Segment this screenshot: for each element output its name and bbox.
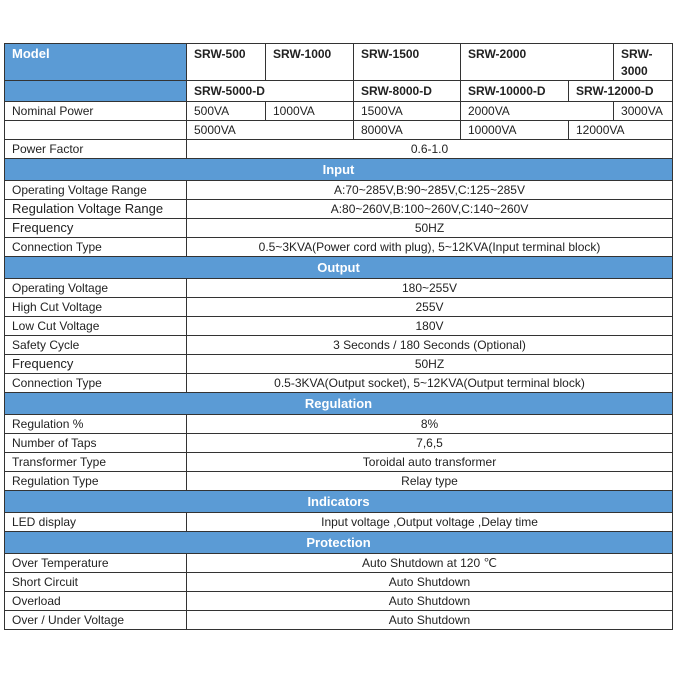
row-label: Operating Voltage [5, 279, 187, 298]
row-value: Input voltage ,Output voltage ,Delay time [187, 513, 673, 532]
power-cell: 1500VA [354, 102, 461, 121]
model-cell: SRW-2000 [461, 44, 614, 81]
power-cell: 2000VA [461, 102, 614, 121]
row-value: A:70~285V,B:90~285V,C:125~285V [187, 181, 673, 200]
row-label: Nominal Power [5, 102, 187, 121]
row-value: 180~255V [187, 279, 673, 298]
spec-row [5, 611, 673, 630]
row-label: Short Circuit [5, 573, 187, 592]
row-value: 180V [187, 317, 673, 336]
row-value: Auto Shutdown at 120 ℃ [187, 554, 673, 573]
model-cell: SRW-1500 [354, 44, 461, 81]
row-label: Regulation Type [5, 472, 187, 491]
spec-row [5, 238, 673, 257]
spec-row [5, 513, 673, 532]
row-value: A:80~260V,B:100~260V,C:140~260V [187, 200, 673, 219]
model-cell: SRW-10000-D [461, 81, 569, 102]
row-value: Auto Shutdown [187, 592, 673, 611]
row-label: Frequency [5, 219, 187, 238]
spec-row [5, 592, 673, 611]
row-label: Regulation Voltage Range [5, 200, 187, 219]
model-label-blank [5, 81, 187, 102]
power-cell: 12000VA [569, 121, 673, 140]
model-cell: SRW-8000-D [354, 81, 461, 102]
row-label: LED display [5, 513, 187, 532]
row-label: Regulation % [5, 415, 187, 434]
row-label: Overload [5, 592, 187, 611]
nominal-power-row-2 [5, 121, 673, 140]
row-label: Over / Under Voltage [5, 611, 187, 630]
row-label-blank [5, 121, 187, 140]
row-value: Auto Shutdown [187, 611, 673, 630]
nominal-power-row-1 [5, 102, 673, 121]
spec-row [5, 298, 673, 317]
row-label: Safety Cycle [5, 336, 187, 355]
row-value: Auto Shutdown [187, 573, 673, 592]
section-header-input [5, 159, 673, 181]
power-cell: 5000VA [187, 121, 354, 140]
model-cell: SRW-3000 [614, 44, 673, 81]
spec-row [5, 554, 673, 573]
row-value: 7,6,5 [187, 434, 673, 453]
row-value: 0.6-1.0 [187, 140, 673, 159]
model-cell: SRW-5000-D [187, 81, 354, 102]
row-value: 0.5-3KVA(Output socket), 5~12KVA(Output terminal block) [187, 374, 673, 393]
row-label: Number of Taps [5, 434, 187, 453]
power-cell: 3000VA [614, 102, 673, 121]
spec-row [5, 573, 673, 592]
row-label: Transformer Type [5, 453, 187, 472]
spec-table [4, 43, 673, 630]
row-value: 8% [187, 415, 673, 434]
spec-row [5, 200, 673, 219]
model-row-1 [5, 44, 673, 81]
section-header-regulation [5, 393, 673, 415]
section-header-protection [5, 532, 673, 554]
spec-row [5, 355, 673, 374]
spec-row [5, 472, 673, 491]
row-label: Connection Type [5, 238, 187, 257]
section-title: Indicators [5, 491, 673, 513]
spec-row [5, 434, 673, 453]
row-label: Power Factor [5, 140, 187, 159]
model-label: Model [5, 44, 187, 81]
power-cell: 1000VA [266, 102, 354, 121]
model-cell: SRW-12000-D [569, 81, 673, 102]
spec-row [5, 219, 673, 238]
spec-row [5, 374, 673, 393]
row-label: Over Temperature [5, 554, 187, 573]
row-label: High Cut Voltage [5, 298, 187, 317]
spec-row [5, 415, 673, 434]
row-value: 50HZ [187, 219, 673, 238]
section-header-output [5, 257, 673, 279]
row-label: Low Cut Voltage [5, 317, 187, 336]
spec-row [5, 181, 673, 200]
row-label: Frequency [5, 355, 187, 374]
row-value: Toroidal auto transformer [187, 453, 673, 472]
model-cell: SRW-1000 [266, 44, 354, 81]
section-title: Regulation [5, 393, 673, 415]
spec-row [5, 453, 673, 472]
section-header-indicators [5, 491, 673, 513]
model-row-2 [5, 81, 673, 102]
row-value: 255V [187, 298, 673, 317]
spec-row [5, 279, 673, 298]
spec-row [5, 336, 673, 355]
power-factor-row [5, 140, 673, 159]
power-cell: 10000VA [461, 121, 569, 140]
section-title: Protection [5, 532, 673, 554]
row-label: Operating Voltage Range [5, 181, 187, 200]
row-value: Relay type [187, 472, 673, 491]
row-label: Connection Type [5, 374, 187, 393]
section-title: Output [5, 257, 673, 279]
row-value: 0.5~3KVA(Power cord with plug), 5~12KVA(Input terminal block) [187, 238, 673, 257]
model-cell: SRW-500 [187, 44, 266, 81]
row-value: 3 Seconds / 180 Seconds (Optional) [187, 336, 673, 355]
row-value: 50HZ [187, 355, 673, 374]
power-cell: 500VA [187, 102, 266, 121]
power-cell: 8000VA [354, 121, 461, 140]
spec-row [5, 317, 673, 336]
section-title: Input [5, 159, 673, 181]
